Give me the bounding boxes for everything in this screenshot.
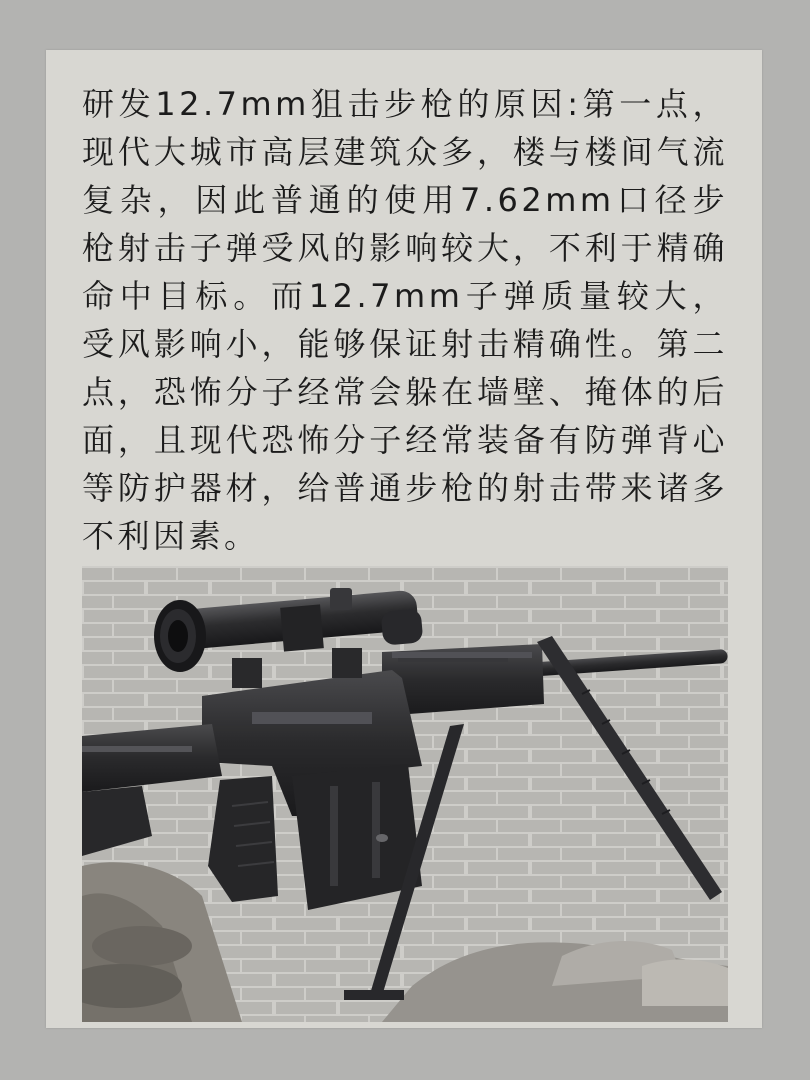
rifle-photo (82, 566, 728, 1022)
rifle-illustration (82, 566, 728, 1022)
content-card (46, 50, 762, 1028)
article-body-text: 研发12.7mm狙击步枪的原因:第一点，现代大城市高层建筑众多，楼与楼间气流复杂，因此普通的使用7.62mm口径步枪射击子弹受风的影响较大，不利于精确命中目标。而12.7mm子弹质量较大，受风影响小，能够保证射击精确性。第二点，恐怖分子经常会躲在墙壁、掩体的后面，且现代恐怖分子经常装备有防弹背心等防护器材，给普通步枪的射击带来诸多不利因素。 (82, 85, 728, 555)
